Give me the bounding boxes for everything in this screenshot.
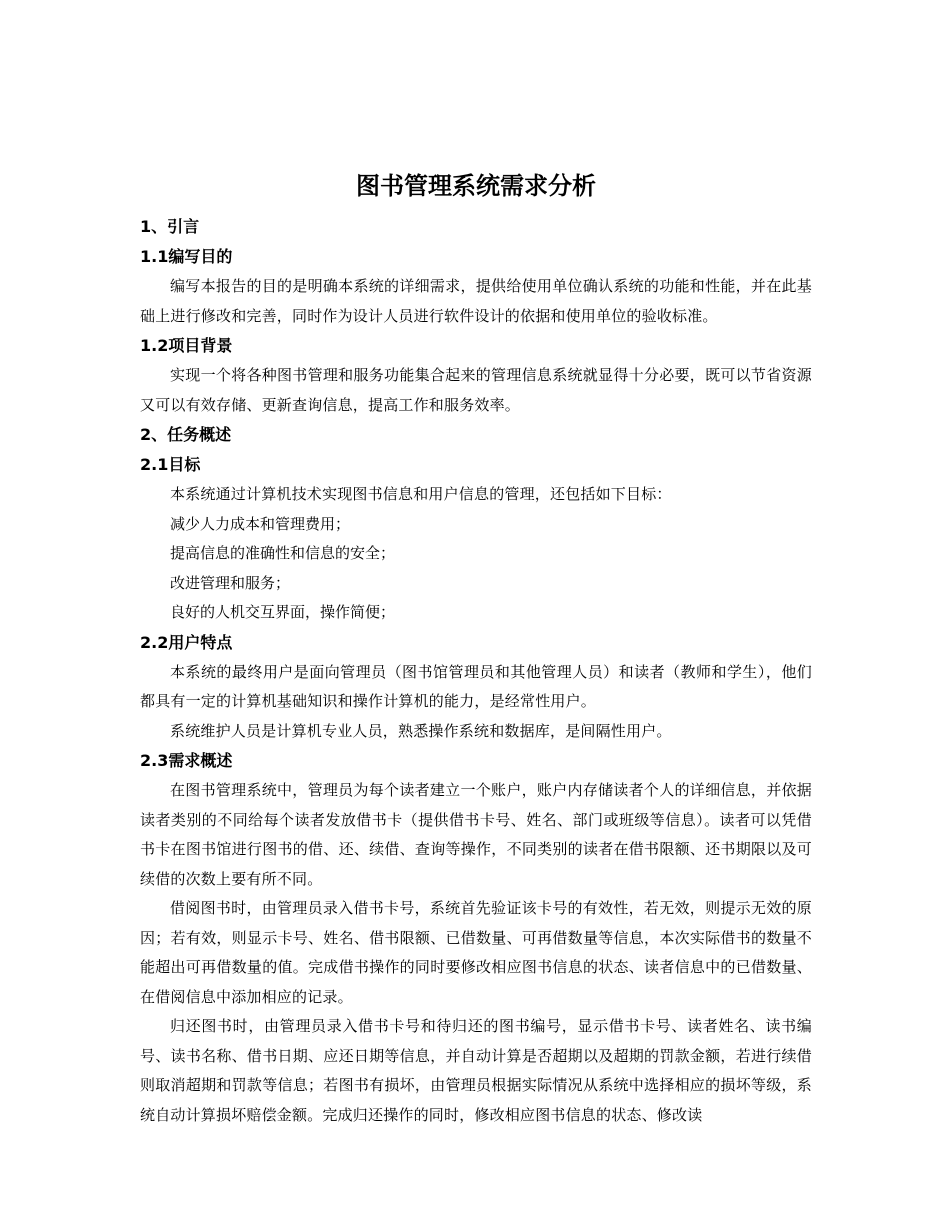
paragraph-users: 系统维护人员是计算机专业人员，熟悉操作系统和数据库，是间隔性用户。 (170, 721, 672, 740)
section-heading-intro: 1、引言 (140, 217, 200, 236)
subsection-heading-users: 2.2用户特点 (140, 632, 233, 652)
goal-item: 提高信息的准确性和信息的安全； (170, 544, 396, 562)
section-heading-overview: 2、任务概述 (140, 425, 232, 444)
subsection-heading-purpose: 1.1编写目的 (140, 247, 233, 266)
paragraph-background: 实现一个将各种图书管理和服务功能集合起来的管理信息系统就显得十分必要，既可以节省资源又可以有效存储、更新查询信息，提高工作和服务效率。 (140, 366, 812, 414)
paragraph-purpose: 编写本报告的目的是明确本系统的详细需求，提供给使用单位确认系统的功能和性能，并在此基础上进行修改和完善，同时作为设计人员进行软件设计的依据和使用单位的验收标准。 (140, 277, 812, 325)
document-page (140, 168, 812, 1130)
subsection-heading-goals: 2.1目标 (140, 455, 201, 474)
paragraph-requirements: 借阅图书时，由管理员录入借书卡号，系统首先验证该卡号的有效性，若无效，则提示无效的原因；若有效，则显示卡号、姓名、借书限额、已借数量、可再借数量等信息，本次实际借书的数量不能超出可再借数量的值。完成借书操作的同时要修改相应图书信息的状态、读者信息中的已借数量、在借阅信息中添加相应的记录。 (140, 899, 812, 1006)
goal-item: 良好的人机交互界面，操作简便； (170, 603, 396, 621)
paragraph-goals-intro: 本系统通过计算机技术实现图书信息和用户信息的管理，还包括如下目标： (170, 485, 672, 503)
subsection-heading-requirements: 2.3需求概述 (140, 751, 233, 770)
paragraph-requirements: 归还图书时，由管理员录入借书卡号和待归还的图书编号，显示借书卡号、读者姓名、读书编号、读书名称、借书日期、应还日期等信息，并自动计算是否超期以及超期的罚款金额，若进行续借则取消超期和罚款等信息；若图书有损坏，由管理员根据实际情况从系统中选择相应的损坏等级，系统自动计算损坏赔偿金额。完成归还操作的同时，修改相应图书信息的状态、修改读 (140, 1017, 812, 1124)
paragraph-requirements: 在图书管理系统中，管理员为每个读者建立一个账户，账户内存储读者个人的详细信息，并依据读者类别的不同给每个读者发放借书卡（提供借书卡号、姓名、部门或班级等信息）。读者可以凭借书卡在图书馆进行图书的借、还、续借、查询等操作，不同类别的读者在借书限额、还书期限以及可续借的次数上要有所不同。 (140, 781, 812, 888)
goal-item: 减少人力成本和管理费用； (170, 514, 351, 533)
subsection-heading-background: 1.2项目背景 (140, 336, 233, 355)
paragraph-users: 本系统的最终用户是面向管理员（图书馆管理员和其他管理人员）和读者（教师和学生），他们都具有一定的计算机基础知识和操作计算机的能力，是经常性用户。 (140, 662, 812, 710)
document-title: 图书管理系统需求分析 (356, 171, 596, 200)
goal-item: 改进管理和服务； (170, 573, 291, 592)
